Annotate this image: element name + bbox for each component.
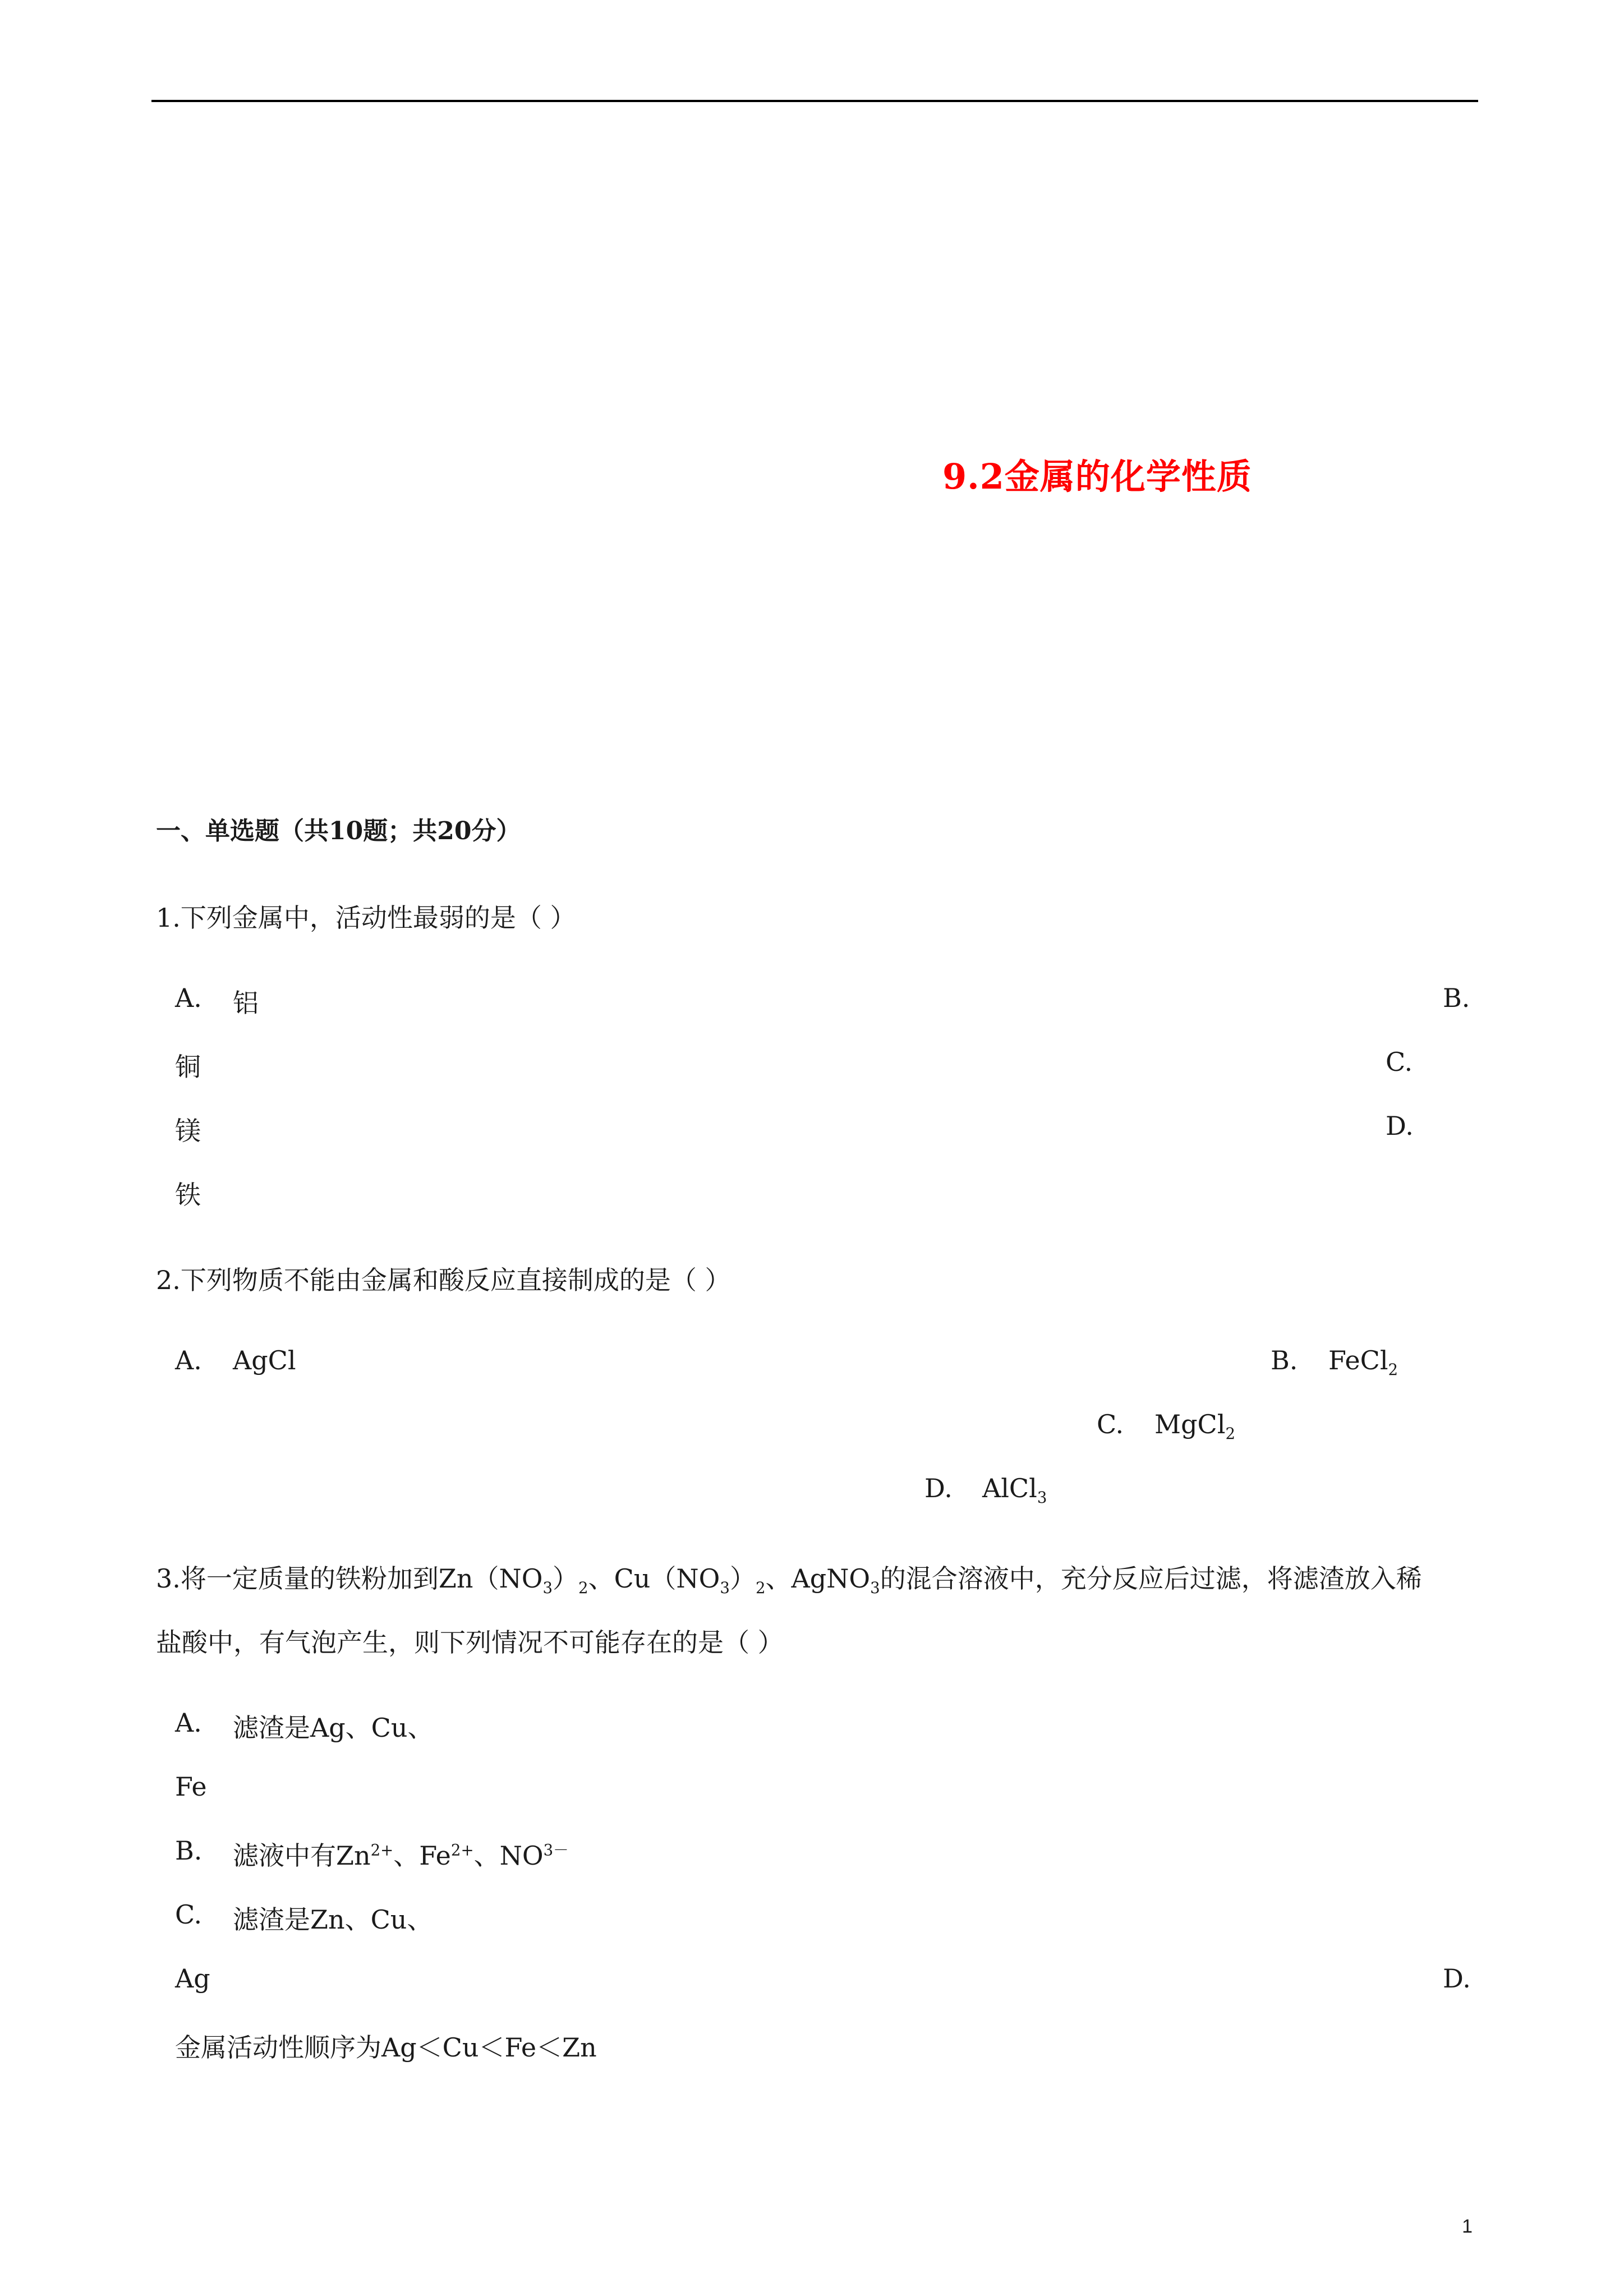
question-3-option-a-text: 滤渣是Ag、Cu、 [233,1713,434,1743]
question-3-option-b-text: 滤液中有$Zn^{2+}$、$Fe^{2+}$、$NO^{3-}$ [233,1841,569,1871]
question-3-stem-line-2: 盐酸中，有气泡产生，则下列情况不可能存在的是（ ） [156,1627,784,1658]
question-1-option-b-letter: B. [1443,983,1470,1013]
question-1-stem: 1.下列金属中，活动性最弱的是（ ） [156,903,576,933]
page-number: 1 [1462,2216,1473,2237]
question-1-option-d-letter: D. [1386,1111,1414,1141]
header-rule [151,100,1478,102]
question-3-option-a-continuation: Fe [175,1772,207,1802]
question-2-option-c-text: MgCl$_2$ [1154,1409,1236,1443]
question-1-option-c-letter: C. [1386,1047,1413,1077]
question-3-option-d-letter: D. [1443,1963,1471,1994]
question-3-option-c-text: 滤渣是Zn、Cu、 [233,1904,433,1935]
question-2-stem: 2.下列物质不能由金属和酸反应直接制成的是（ ） [156,1265,731,1295]
question-3-option-c-continuation: Ag [175,1963,210,1994]
question-1-option-b-text: 铜 [175,1052,201,1082]
question-2-option-c-letter: C. [1097,1409,1124,1439]
question-2-option-d-text: AlCl$_3$ [982,1473,1047,1507]
question-1-option-a-letter: A. [175,983,202,1013]
question-2-option-a-text: AgCl [233,1345,296,1375]
question-1-option-d-text: 铁 [175,1180,201,1210]
question-3-option-d-text: 金属活动性顺序为Ag＜Cu＜Fe＜Zn [175,2032,597,2063]
question-3-option-a-letter: A. [175,1708,202,1738]
question-3-option-b-letter: B. [175,1835,203,1866]
question-2-option-b-letter: B. [1271,1345,1298,1375]
question-1-option-c-text: 镁 [175,1116,201,1146]
document-title: 9.2金属的化学性质 [942,456,1252,497]
question-2-option-a-letter: A. [175,1345,202,1375]
question-1-option-a-text: 铝 [233,988,259,1018]
section-heading: 一、单选题（共10题；共20分） [156,817,521,845]
question-3-stem-line-1: 3.将一定质量的铁粉加到$Zn(NO_3)_2$、$Cu(NO_3)_2$、AgNO$_3$的混合溶液中，充分反应后过滤，将滤渣放入稀 [156,1563,1422,1598]
question-2-option-b-text: FeCl$_2$ [1328,1345,1398,1379]
question-2-option-d-letter: D. [924,1473,953,1503]
question-3-option-c-letter: C. [175,1899,203,1930]
